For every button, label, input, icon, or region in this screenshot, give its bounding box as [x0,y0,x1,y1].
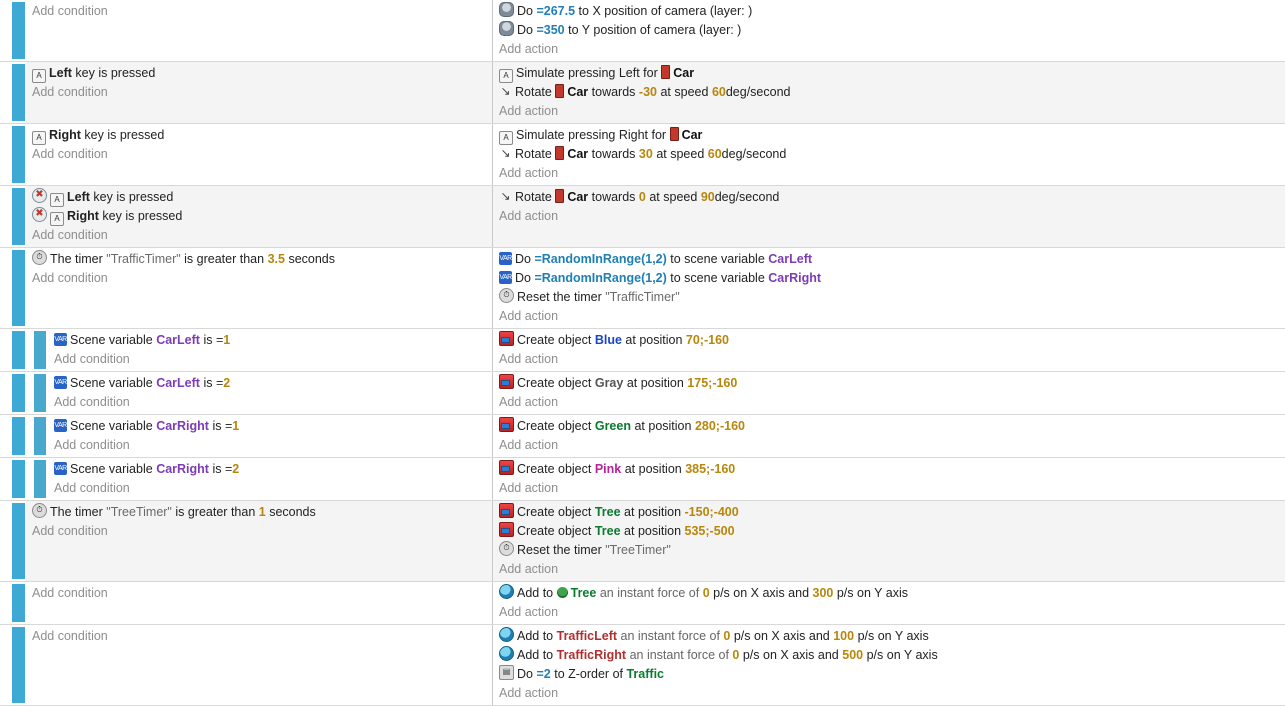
action-position[interactable]: 535;-500 [684,524,735,538]
action-angle[interactable]: -30 [638,85,657,99]
force-icon [499,627,514,642]
action-mid: at position [624,462,682,476]
condition-key: Right [49,128,81,142]
event-handle-bar[interactable] [12,331,25,369]
action-text: Rotate [515,85,552,99]
variable-icon: VAR [499,271,512,284]
invert-condition-icon[interactable]: ✖ [32,207,47,222]
object-name[interactable]: Pink [594,462,622,476]
car-thumbnail-icon [661,65,670,79]
action-force-x[interactable]: 0 [723,629,731,643]
condition-key: Right [67,209,99,223]
conditions-column[interactable] [48,415,493,457]
action-verb: Do [517,4,533,18]
action-row[interactable] [499,522,1281,541]
condition-value[interactable]: 1 [258,505,266,519]
create-object-icon [499,460,514,475]
add-condition-link[interactable]: Add condition [54,438,130,452]
keyboard-icon: A [50,212,64,226]
condition-row[interactable] [54,417,488,436]
actions-column[interactable] [493,582,1285,624]
conditions-column[interactable] [26,124,493,185]
action-text: Rotate [515,190,552,204]
object-name: Car [681,128,703,142]
subevent-handle-bar[interactable] [34,460,46,498]
action-mid: at position [624,505,682,519]
actions-column[interactable] [493,625,1285,705]
action-row[interactable] [499,627,1281,646]
object-name[interactable]: Gray [594,376,624,390]
add-condition-link[interactable]: Add condition [32,85,108,99]
object-name[interactable]: Green [594,419,631,433]
car-thumbnail-icon [555,84,564,98]
object-name: Car [673,66,695,80]
add-condition-link[interactable]: Add condition [32,228,108,242]
actions-column[interactable] [493,415,1285,457]
action-mid: towards [591,147,636,161]
add-condition-link[interactable]: Add condition [32,629,108,643]
actions-column[interactable] [493,458,1285,500]
subevent-indent [26,329,48,371]
create-object-icon [499,374,514,389]
action-speed[interactable]: 90 [700,190,715,204]
action-mid2: at speed [656,147,705,161]
action-verb: Do [517,667,533,681]
event-handle-bar[interactable] [12,126,25,183]
action-row[interactable] [499,145,1281,164]
tree-thumbnail-icon [557,587,568,598]
action-unit: deg/second [725,85,791,99]
add-action-link[interactable]: Add action [499,42,559,56]
event-row-traffic-force[interactable] [0,625,1285,706]
timer-icon: ⏱ [499,541,514,556]
condition-value[interactable]: 3.5 [267,252,285,266]
condition-operator[interactable]: = [224,419,233,433]
action-row[interactable] [499,584,1281,603]
action-text: Add to [517,629,554,643]
actions-column[interactable] [493,501,1285,581]
object-name[interactable]: Tree [594,524,621,538]
condition-operator[interactable]: = [215,333,224,347]
conditions-column[interactable] [26,582,493,624]
action-row[interactable] [499,188,1281,207]
conditions-column[interactable] [48,329,493,371]
condition-row[interactable] [32,250,488,269]
subevent-handle-bar[interactable] [34,331,46,369]
add-condition-link[interactable]: Add condition [32,147,108,161]
rotate-icon: ↘ [500,85,511,98]
action-row[interactable] [499,2,1281,21]
action-mid2: at speed [660,85,709,99]
action-rest: to Z-order of [554,667,623,681]
action-expression[interactable]: =267.5 [536,4,576,18]
rotate-icon: ↘ [500,190,511,203]
action-angle[interactable]: 30 [638,147,653,161]
action-verb: Do [515,252,531,266]
event-gutter[interactable] [0,372,26,414]
action-mid: at position [634,419,692,433]
event-row-carright-2[interactable] [0,458,1285,501]
event-handle-bar[interactable] [12,417,25,455]
action-text: Create object [517,333,592,347]
action-mid: an instant force of [629,648,729,662]
action-force-x[interactable]: 0 [702,586,710,600]
conditions-column[interactable] [26,62,493,123]
create-object-icon [499,503,514,518]
action-midy: p/s on Y axis [866,648,938,662]
action-midx: p/s on X axis and [713,586,810,600]
actions-column[interactable] [493,248,1285,328]
event-row-carleft-2[interactable] [0,372,1285,415]
condition-text: key is pressed [93,190,174,204]
condition-text-pre: The timer [50,252,103,266]
keyboard-icon: A [499,69,513,83]
action-row[interactable] [499,460,1281,479]
variable-icon: VAR [499,252,512,265]
event-gutter[interactable] [0,186,26,247]
action-row[interactable] [499,417,1281,436]
event-handle-bar[interactable] [12,460,25,498]
action-expression[interactable]: =RandomInRange(1,2) [534,271,667,285]
event-gutter[interactable] [0,329,26,371]
variable-name[interactable]: CarLeft [768,252,813,266]
conditions-column[interactable] [26,0,493,61]
actions-column[interactable] [493,0,1285,61]
add-action-link[interactable]: Add action [499,605,559,619]
condition-row[interactable] [54,460,488,479]
action-position[interactable]: 175;-160 [687,376,738,390]
actions-column[interactable] [493,124,1285,185]
actions-column[interactable] [493,329,1285,371]
object-car[interactable] [555,85,588,99]
condition-row[interactable] [32,503,488,522]
object-car[interactable] [555,190,588,204]
object-car[interactable] [670,128,703,142]
subevent-indent [26,458,48,500]
condition-is: is [203,376,213,390]
action-angle[interactable]: 0 [638,190,646,204]
condition-text: key is pressed [84,128,165,142]
conditions-column[interactable] [26,186,493,247]
actions-column[interactable] [493,62,1285,123]
event-handle-bar[interactable] [12,503,25,579]
force-icon [499,646,514,661]
action-rest: to X position of camera (layer: ) [578,4,753,18]
action-position[interactable]: -150;-400 [684,505,739,519]
event-row-traffic-timer[interactable] [0,248,1285,329]
action-expression[interactable]: =2 [536,667,551,681]
action-midx: p/s on X axis and [733,629,830,643]
action-row[interactable] [499,21,1281,40]
subevent-handle-bar[interactable] [34,417,46,455]
condition-text: key is pressed [75,66,156,80]
timer-name[interactable]: "TrafficTimer" [106,252,181,266]
action-verb: Do [517,23,533,37]
event-handle-bar[interactable] [12,627,25,703]
timer-icon: ⏱ [499,288,514,303]
action-row[interactable] [499,288,1281,307]
action-force-y[interactable]: 300 [812,586,834,600]
variable-icon: VAR [54,376,67,389]
action-mid: at position [624,524,682,538]
action-row[interactable] [499,64,1281,83]
timer-name[interactable]: "TreeTimer" [106,505,172,519]
action-text: Create object [517,524,592,538]
event-gutter[interactable] [0,0,26,61]
action-text: Rotate [515,147,552,161]
condition-text: key is pressed [102,209,183,223]
action-row[interactable] [499,126,1281,145]
action-text: Reset the timer [517,543,602,557]
add-action-link[interactable]: Add action [499,562,559,576]
timer-icon: ⏱ [32,503,47,518]
timer-icon: ⏱ [32,250,47,265]
condition-text-mid: is greater than [184,252,265,266]
object-name[interactable]: TrafficRight [556,648,627,662]
action-midy: p/s on Y axis [857,629,929,643]
event-row-no-key[interactable] [0,186,1285,248]
action-position[interactable]: 280;-160 [694,419,745,433]
event-row-carleft-1[interactable] [0,329,1285,372]
add-condition-link[interactable]: Add condition [32,4,108,18]
action-rest: to scene variable [670,252,765,266]
action-mid: towards [591,85,636,99]
add-condition-link[interactable]: Add condition [54,352,130,366]
variable-name[interactable]: CarRight [156,462,209,476]
rotate-icon: ↘ [500,147,511,160]
condition-operator[interactable]: = [224,462,233,476]
add-action-link[interactable]: Add action [499,104,559,118]
create-object-icon [499,522,514,537]
action-speed[interactable]: 60 [711,85,726,99]
action-mid2: at speed [649,190,698,204]
action-text: Reset the timer [517,290,602,304]
add-condition-link[interactable]: Add condition [54,395,130,409]
actions-column[interactable] [493,186,1285,247]
object-name[interactable]: Blue [594,333,622,347]
condition-text-mid: is greater than [175,505,256,519]
condition-text: Scene variable [70,376,153,390]
add-action-link[interactable]: Add action [499,686,559,700]
action-verb: Do [515,271,531,285]
action-position[interactable]: 385;-160 [685,462,736,476]
condition-text-post: seconds [288,252,335,266]
event-gutter[interactable] [0,248,26,328]
conditions-column[interactable] [48,372,493,414]
action-row[interactable] [499,250,1281,269]
conditions-column[interactable] [26,625,493,705]
action-rest: to scene variable [670,271,765,285]
timer-name[interactable]: "TreeTimer" [605,543,671,557]
condition-row[interactable] [32,64,488,83]
action-mid: at position [626,376,684,390]
event-gutter[interactable] [0,415,26,457]
event-handle-bar[interactable] [12,374,25,412]
condition-value[interactable]: 1 [232,419,240,433]
condition-row[interactable] [32,207,488,226]
condition-text: Scene variable [70,333,153,347]
variable-name[interactable]: CarLeft [156,333,200,347]
variable-name[interactable]: CarRight [768,271,822,285]
condition-is: is [212,462,222,476]
add-action-link[interactable]: Add action [499,309,559,323]
z-order-icon: ▤ [499,665,514,680]
action-position[interactable]: 70;-160 [685,333,729,347]
conditions-column[interactable] [26,501,493,581]
event-row-left-key[interactable] [0,62,1285,124]
object-car[interactable] [661,66,694,80]
event-row-right-key[interactable] [0,124,1285,186]
action-midy: p/s on Y axis [836,586,908,600]
actions-column[interactable] [493,372,1285,414]
action-row[interactable] [499,83,1281,102]
action-mid: at position [625,333,683,347]
event-gutter[interactable] [0,458,26,500]
create-object-icon [499,417,514,432]
create-object-icon [499,331,514,346]
condition-row[interactable] [54,374,488,393]
condition-text: Scene variable [70,462,153,476]
add-condition-link[interactable]: Add condition [32,524,108,538]
action-text: Create object [517,376,592,390]
action-row[interactable] [499,331,1281,350]
action-force-x[interactable]: 0 [732,648,740,662]
variable-icon: VAR [54,333,67,346]
timer-name[interactable]: "TrafficTimer" [605,290,680,304]
conditions-column[interactable] [26,248,493,328]
car-thumbnail-icon [555,189,564,203]
subevent-indent [26,415,48,457]
add-action-link[interactable]: Add action [499,166,559,180]
subevent-indent [26,372,48,414]
action-force-y[interactable]: 500 [842,648,864,662]
condition-row[interactable] [54,331,488,350]
keyboard-icon: A [32,131,46,145]
event-gutter[interactable] [0,582,26,624]
action-row[interactable] [499,665,1281,684]
object-name: Car [567,190,589,204]
action-row[interactable] [499,269,1281,288]
object-name[interactable]: Tree [594,505,621,519]
condition-text-post: seconds [269,505,316,519]
add-action-link[interactable]: Add action [499,395,559,409]
add-condition-link[interactable]: Add condition [54,481,130,495]
add-action-link[interactable]: Add action [499,209,559,223]
keyboard-icon: A [32,69,46,83]
condition-value[interactable]: 1 [223,333,231,347]
mouse-icon [499,21,514,36]
event-row-tree-timer[interactable] [0,501,1285,582]
variable-name[interactable]: CarLeft [156,376,200,390]
action-unit: deg/second [714,190,780,204]
condition-is: is [203,333,213,347]
event-gutter[interactable] [0,625,26,705]
action-row[interactable] [499,503,1281,522]
event-handle-bar[interactable] [12,188,25,245]
car-thumbnail-icon [670,127,679,141]
add-condition-link[interactable]: Add condition [32,586,108,600]
event-handle-bar[interactable] [12,250,25,326]
action-text: Simulate pressing Right for [516,128,667,142]
event-handle-bar[interactable] [12,2,25,59]
action-expression[interactable]: =RandomInRange(1,2) [534,252,667,266]
variable-icon: VAR [54,462,67,475]
object-name[interactable]: Traffic [626,667,664,681]
invert-condition-icon[interactable]: ✖ [32,188,47,203]
event-gutter[interactable] [0,501,26,581]
add-action-link[interactable]: Add action [499,481,559,495]
condition-row[interactable] [32,188,488,207]
object-name: Car [567,147,589,161]
object-name[interactable]: TrafficLeft [556,629,618,643]
action-row[interactable] [499,374,1281,393]
object-tree[interactable] [557,586,597,600]
action-rest: to Y position of camera (layer: ) [568,23,742,37]
add-action-link[interactable]: Add action [499,438,559,452]
object-name: Tree [570,586,597,600]
action-mid: towards [591,190,636,204]
action-midx: p/s on X axis and [742,648,839,662]
action-text: Simulate pressing Left for [516,66,658,80]
action-expression[interactable]: =350 [536,23,565,37]
action-mid: an instant force of [620,629,720,643]
action-speed[interactable]: 60 [707,147,722,161]
action-row[interactable] [499,541,1281,560]
condition-key: Left [67,190,90,204]
action-row[interactable] [499,646,1281,665]
condition-row[interactable] [32,126,488,145]
condition-text-pre: The timer [50,505,103,519]
action-mid: an instant force of [599,586,700,600]
add-action-link[interactable]: Add action [499,352,559,366]
event-row-carright-1[interactable] [0,415,1285,458]
subevent-handle-bar[interactable] [34,374,46,412]
event-handle-bar[interactable] [12,584,25,622]
condition-value[interactable]: 2 [223,376,231,390]
condition-key: Left [49,66,72,80]
event-gutter[interactable] [0,124,26,185]
keyboard-icon: A [499,131,513,145]
condition-text: Scene variable [70,419,153,433]
action-text: Create object [517,505,592,519]
keyboard-icon: A [50,193,64,207]
event-handle-bar[interactable] [12,64,25,121]
action-text: Create object [517,462,592,476]
event-row-tree-force[interactable] [0,582,1285,625]
variable-icon: VAR [54,419,67,432]
action-text: Create object [517,419,592,433]
force-icon [499,584,514,599]
action-force-y[interactable]: 100 [833,629,855,643]
object-car[interactable] [555,147,588,161]
mouse-icon [499,2,514,17]
action-unit: deg/second [721,147,787,161]
car-thumbnail-icon [555,146,564,160]
condition-value[interactable]: 2 [232,462,240,476]
condition-is: is [212,419,222,433]
condition-operator[interactable]: = [215,376,224,390]
add-condition-link[interactable]: Add condition [32,271,108,285]
action-text: Add to [517,648,554,662]
object-name: Car [567,85,589,99]
variable-name[interactable]: CarRight [156,419,209,433]
event-row-camera[interactable] [0,0,1285,62]
conditions-column[interactable] [48,458,493,500]
action-text: Add to [517,586,554,600]
event-gutter[interactable] [0,62,26,123]
